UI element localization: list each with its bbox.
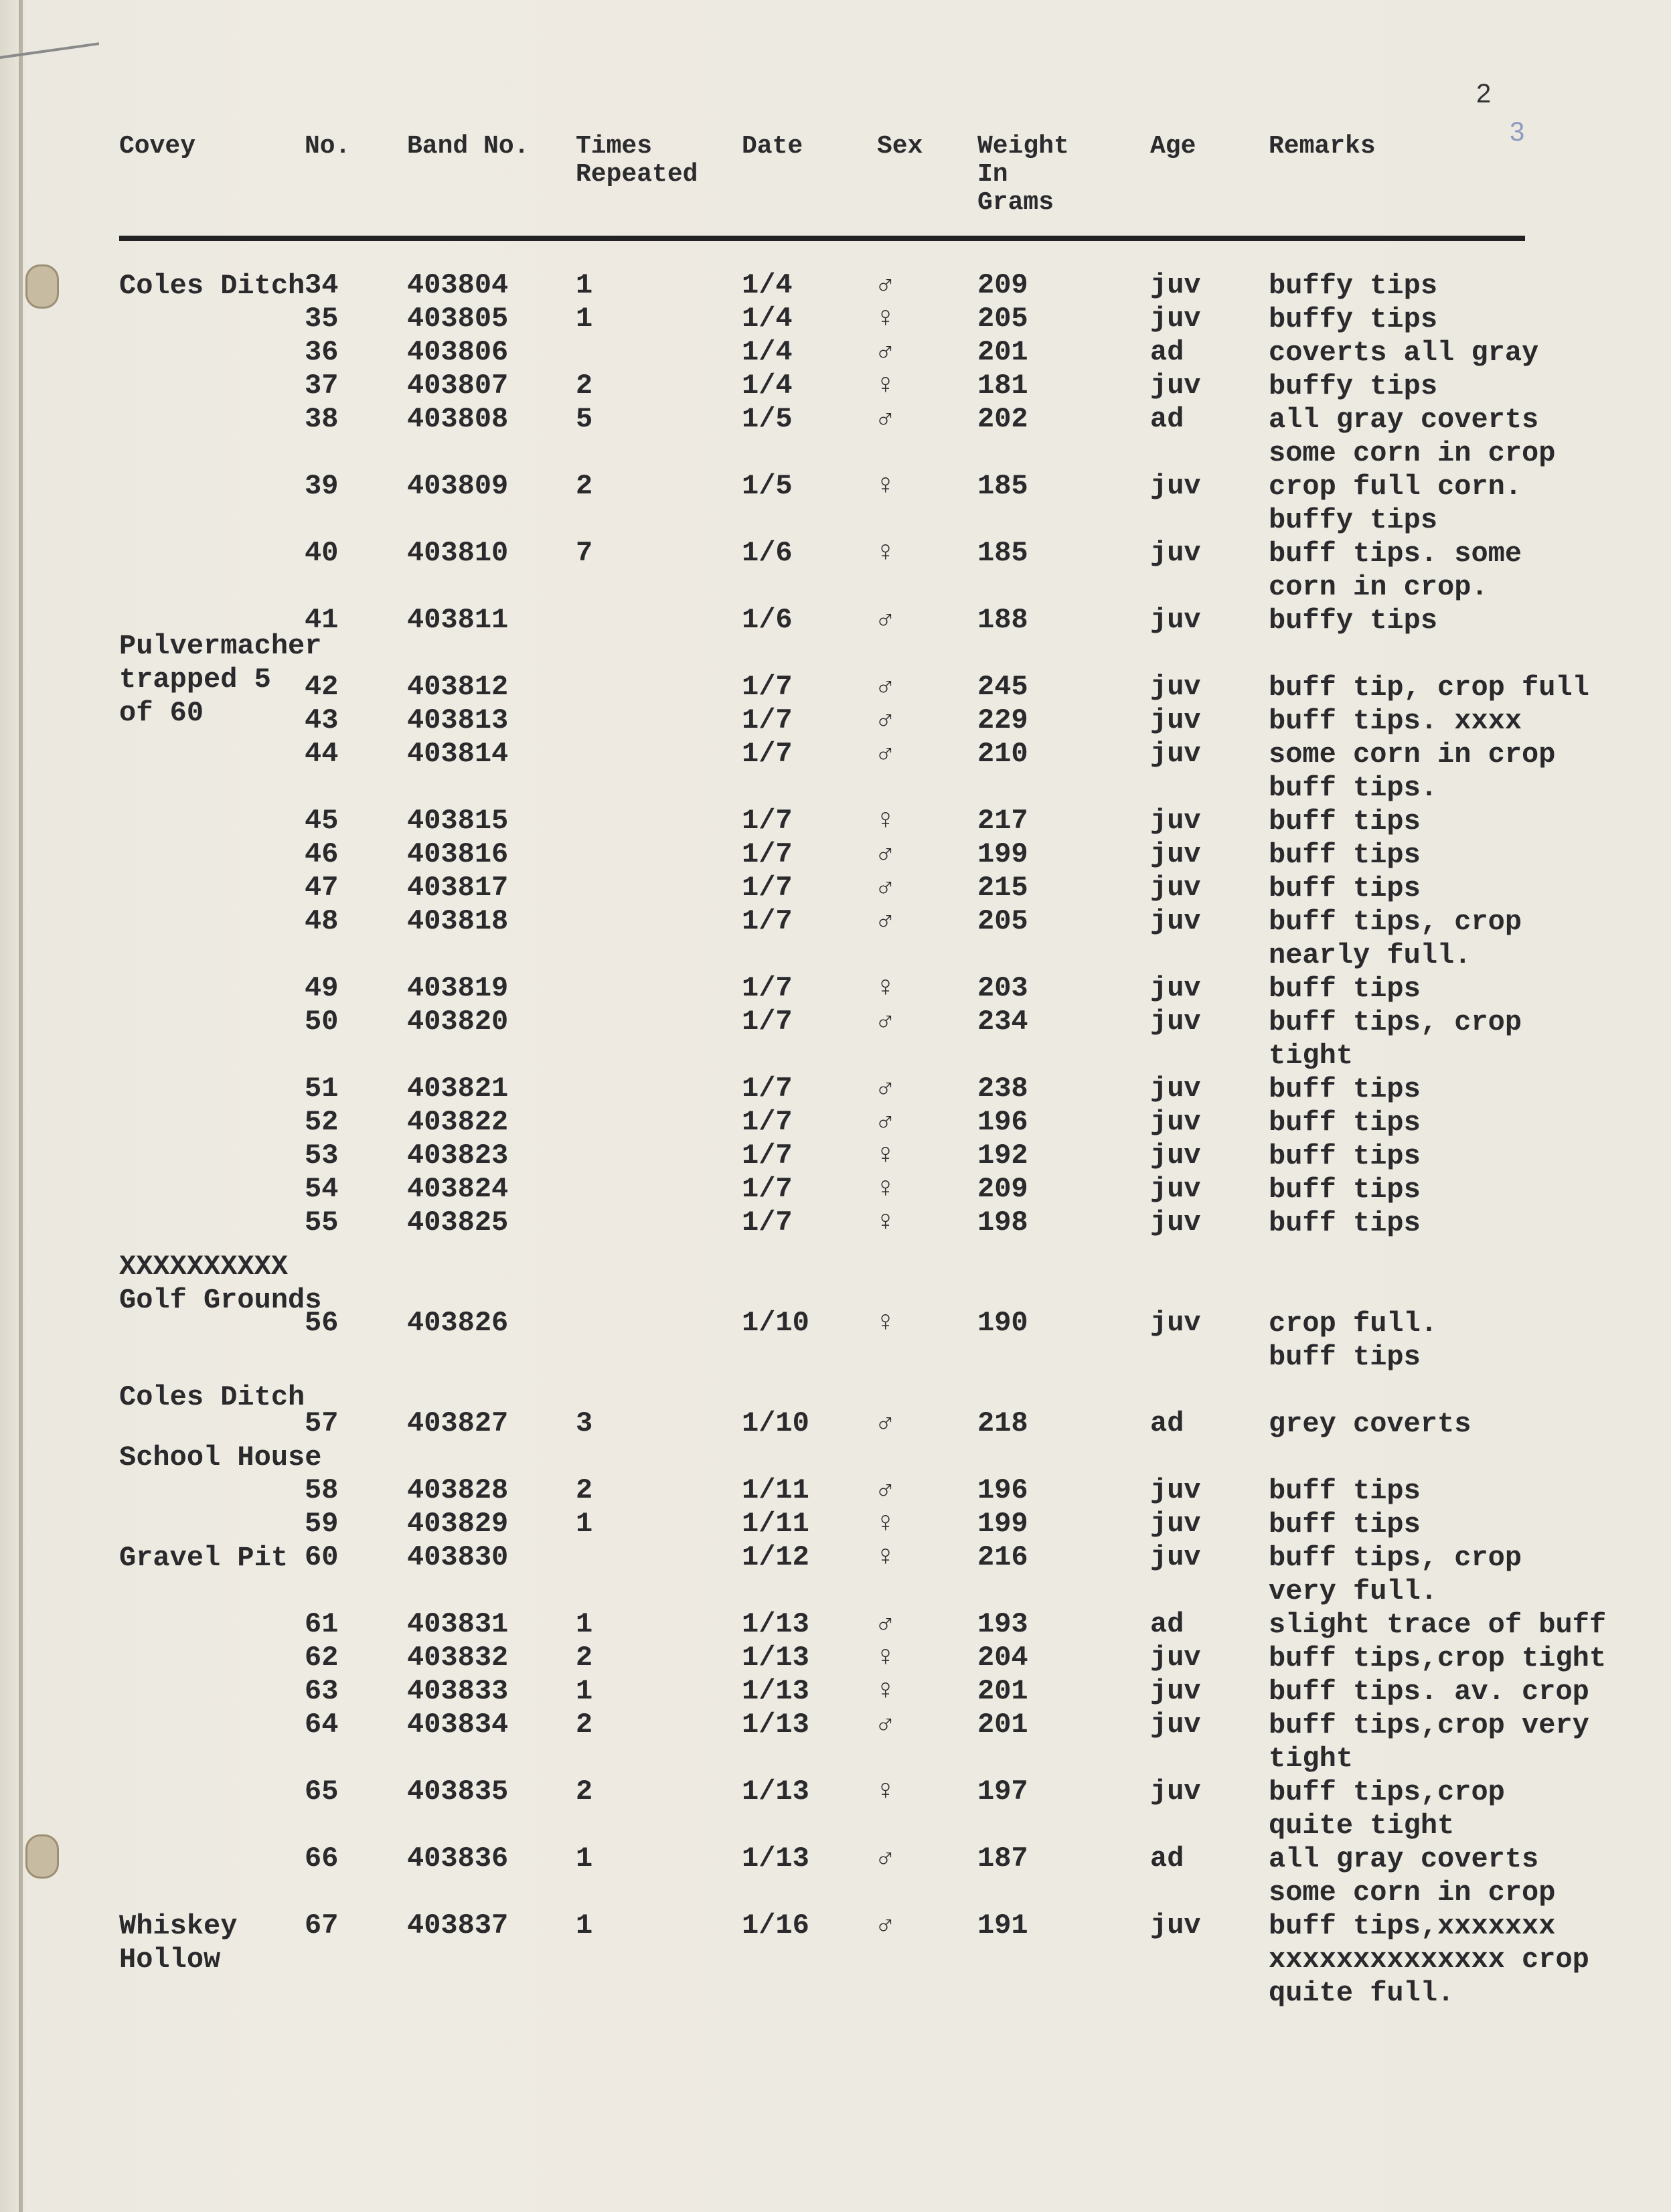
date: 1/13 xyxy=(742,1608,809,1640)
covey-label: Coles Ditch xyxy=(119,1381,305,1413)
remarks: buff tips, crop tight xyxy=(1269,1006,1522,1072)
header-covey: Covey xyxy=(119,132,196,161)
age: ad xyxy=(1150,1842,1184,1875)
sex-symbol: ♀ xyxy=(877,972,894,1004)
sex-symbol: ♂ xyxy=(877,1909,894,1942)
weight-grams: 192 xyxy=(977,1139,1028,1172)
sex-symbol: ♀ xyxy=(877,1307,894,1339)
age: juv xyxy=(1150,671,1201,703)
band-number: 403824 xyxy=(407,1173,509,1205)
header-weight: Weight In Grams xyxy=(977,132,1069,217)
age: juv xyxy=(1150,1106,1201,1138)
remarks: buff tips xyxy=(1269,1475,1421,1507)
sex-symbol: ♂ xyxy=(877,1842,894,1875)
remarks: buff tips,crop tight xyxy=(1269,1642,1607,1674)
row-number: 42 xyxy=(305,671,339,703)
age: juv xyxy=(1150,269,1201,301)
weight-grams: 209 xyxy=(977,269,1028,301)
row-number: 55 xyxy=(305,1206,339,1239)
date: 1/10 xyxy=(742,1307,809,1339)
weight-grams: 190 xyxy=(977,1307,1028,1339)
weight-grams: 217 xyxy=(977,805,1028,837)
date: 1/5 xyxy=(742,470,793,502)
weight-grams: 238 xyxy=(977,1073,1028,1105)
weight-grams: 199 xyxy=(977,1508,1028,1540)
age: juv xyxy=(1150,972,1201,1004)
age: juv xyxy=(1150,1775,1201,1808)
date: 1/5 xyxy=(742,403,793,435)
band-number: 403814 xyxy=(407,738,509,770)
weight-grams: 187 xyxy=(977,1842,1028,1875)
header-age: Age xyxy=(1150,132,1196,161)
remarks: grey coverts xyxy=(1269,1408,1471,1440)
remarks: all gray coverts some corn in crop xyxy=(1269,404,1556,469)
covey-label: Whiskey Hollow xyxy=(119,1910,238,1976)
sex-symbol: ♂ xyxy=(877,704,894,736)
date: 1/13 xyxy=(742,1675,809,1707)
times-repeated: 1 xyxy=(576,1909,593,1942)
times-repeated: 2 xyxy=(576,1642,593,1674)
covey-label: Pulvermacher trapped 5 of 60 xyxy=(119,630,322,729)
weight-grams: 218 xyxy=(977,1407,1028,1439)
row-number: 62 xyxy=(305,1642,339,1674)
date: 1/7 xyxy=(742,1139,793,1172)
covey-label: School House xyxy=(119,1441,322,1474)
times-repeated: 5 xyxy=(576,403,593,435)
date: 1/6 xyxy=(742,537,793,569)
weight-grams: 199 xyxy=(977,838,1028,870)
row-number: 64 xyxy=(305,1709,339,1741)
row-number: 65 xyxy=(305,1775,339,1808)
weight-grams: 229 xyxy=(977,704,1028,736)
row-number: 46 xyxy=(305,838,339,870)
times-repeated: 1 xyxy=(576,303,593,335)
sex-symbol: ♂ xyxy=(877,1006,894,1038)
covey-label: XXXXXXXXXX Golf Grounds xyxy=(119,1251,322,1316)
row-number: 66 xyxy=(305,1842,339,1875)
weight-grams: 215 xyxy=(977,872,1028,904)
times-repeated: 2 xyxy=(576,1775,593,1808)
age: juv xyxy=(1150,303,1201,335)
age: ad xyxy=(1150,1407,1184,1439)
band-number: 403818 xyxy=(407,905,509,937)
age: juv xyxy=(1150,1006,1201,1038)
row-number: 58 xyxy=(305,1474,339,1506)
remarks: buff tips xyxy=(1269,1107,1421,1139)
weight-grams: 198 xyxy=(977,1206,1028,1239)
band-number: 403805 xyxy=(407,303,509,335)
age: juv xyxy=(1150,1173,1201,1205)
remarks: buff tips, crop very full. xyxy=(1269,1542,1522,1607)
band-number: 403835 xyxy=(407,1775,509,1808)
band-number: 403804 xyxy=(407,269,509,301)
remarks: buff tips,crop very tight xyxy=(1269,1709,1589,1775)
sex-symbol: ♂ xyxy=(877,905,894,937)
row-number: 38 xyxy=(305,403,339,435)
band-number: 403820 xyxy=(407,1006,509,1038)
band-number: 403830 xyxy=(407,1541,509,1573)
remarks: buff tips xyxy=(1269,805,1421,838)
header-sex: Sex xyxy=(877,132,923,161)
row-number: 40 xyxy=(305,537,339,569)
weight-grams: 181 xyxy=(977,370,1028,402)
band-number: 403836 xyxy=(407,1842,509,1875)
age: juv xyxy=(1150,838,1201,870)
age: juv xyxy=(1150,1073,1201,1105)
sex-symbol: ♀ xyxy=(877,303,894,335)
band-number: 403819 xyxy=(407,972,509,1004)
sex-symbol: ♂ xyxy=(877,1106,894,1138)
age: juv xyxy=(1150,872,1201,904)
remarks: all gray coverts some corn in crop xyxy=(1269,1843,1556,1909)
row-number: 60 xyxy=(305,1541,339,1573)
row-number: 45 xyxy=(305,805,339,837)
sex-symbol: ♂ xyxy=(877,738,894,770)
header-date: Date xyxy=(742,132,803,161)
date: 1/13 xyxy=(742,1642,809,1674)
remarks: crop full corn. buffy tips xyxy=(1269,471,1522,536)
age: juv xyxy=(1150,738,1201,770)
date: 1/4 xyxy=(742,303,793,335)
age: juv xyxy=(1150,1139,1201,1172)
weight-grams: 209 xyxy=(977,1173,1028,1205)
times-repeated: 7 xyxy=(576,537,593,569)
band-number: 403833 xyxy=(407,1675,509,1707)
age: juv xyxy=(1150,537,1201,569)
date: 1/7 xyxy=(742,805,793,837)
sex-symbol: ♀ xyxy=(877,1173,894,1205)
remarks: coverts all gray xyxy=(1269,337,1539,369)
header-times-repeated: Times Repeated xyxy=(576,132,698,189)
row-number: 61 xyxy=(305,1608,339,1640)
sex-symbol: ♂ xyxy=(877,1474,894,1506)
remarks: buffy tips xyxy=(1269,605,1438,637)
row-number: 56 xyxy=(305,1307,339,1339)
band-number: 403837 xyxy=(407,1909,509,1942)
sex-symbol: ♂ xyxy=(877,1073,894,1105)
age: juv xyxy=(1150,1675,1201,1707)
date: 1/13 xyxy=(742,1842,809,1875)
date: 1/7 xyxy=(742,1106,793,1138)
sex-symbol: ♀ xyxy=(877,537,894,569)
band-number: 403822 xyxy=(407,1106,509,1138)
band-number: 403825 xyxy=(407,1206,509,1239)
band-number: 403817 xyxy=(407,872,509,904)
weight-grams: 202 xyxy=(977,403,1028,435)
row-number: 39 xyxy=(305,470,339,502)
weight-grams: 205 xyxy=(977,303,1028,335)
date: 1/11 xyxy=(742,1508,809,1540)
row-number: 59 xyxy=(305,1508,339,1540)
band-number: 403827 xyxy=(407,1407,509,1439)
row-number: 57 xyxy=(305,1407,339,1439)
date: 1/7 xyxy=(742,738,793,770)
date: 1/10 xyxy=(742,1407,809,1439)
remarks: buffy tips xyxy=(1269,370,1438,402)
sex-symbol: ♂ xyxy=(877,1407,894,1439)
age: ad xyxy=(1150,336,1184,368)
times-repeated: 2 xyxy=(576,370,593,402)
remarks: buff tips,xxxxxxx xxxxxxxxxxxxxx crop quite full. xyxy=(1269,1910,1589,2009)
remarks: buff tips. xxxx xyxy=(1269,705,1522,737)
weight-grams: 245 xyxy=(977,671,1028,703)
sex-symbol: ♂ xyxy=(877,1608,894,1640)
weight-grams: 205 xyxy=(977,905,1028,937)
remarks: buff tips xyxy=(1269,1174,1421,1206)
sex-symbol: ♂ xyxy=(877,671,894,703)
remarks: some corn in crop buff tips. xyxy=(1269,738,1556,804)
remarks: buff tips xyxy=(1269,973,1421,1005)
age: juv xyxy=(1150,1307,1201,1339)
times-repeated: 1 xyxy=(576,1842,593,1875)
header-no: No. xyxy=(305,132,351,161)
sex-symbol: ♂ xyxy=(877,269,894,301)
band-number: 403813 xyxy=(407,704,509,736)
times-repeated: 1 xyxy=(576,1608,593,1640)
punch-hole xyxy=(25,1834,59,1879)
row-number: 51 xyxy=(305,1073,339,1105)
age: juv xyxy=(1150,604,1201,636)
weight-grams: 191 xyxy=(977,1909,1028,1942)
row-number: 52 xyxy=(305,1106,339,1138)
date: 1/7 xyxy=(742,1073,793,1105)
sex-symbol: ♀ xyxy=(877,1508,894,1540)
band-number: 403809 xyxy=(407,470,509,502)
date: 1/7 xyxy=(742,872,793,904)
band-number: 403823 xyxy=(407,1139,509,1172)
band-number: 403831 xyxy=(407,1608,509,1640)
weight-grams: 201 xyxy=(977,1675,1028,1707)
age: ad xyxy=(1150,1608,1184,1640)
band-number: 403815 xyxy=(407,805,509,837)
sex-symbol: ♀ xyxy=(877,470,894,502)
times-repeated: 1 xyxy=(576,1508,593,1540)
band-number: 403828 xyxy=(407,1474,509,1506)
band-number: 403826 xyxy=(407,1307,509,1339)
date: 1/6 xyxy=(742,604,793,636)
weight-grams: 193 xyxy=(977,1608,1028,1640)
age: juv xyxy=(1150,1541,1201,1573)
row-number: 48 xyxy=(305,905,339,937)
sex-symbol: ♀ xyxy=(877,1541,894,1573)
sex-symbol: ♂ xyxy=(877,604,894,636)
age: juv xyxy=(1150,1909,1201,1942)
date: 1/11 xyxy=(742,1474,809,1506)
row-number: 44 xyxy=(305,738,339,770)
age: ad xyxy=(1150,403,1184,435)
age: juv xyxy=(1150,1709,1201,1741)
row-number: 63 xyxy=(305,1675,339,1707)
sex-symbol: ♀ xyxy=(877,1206,894,1239)
sex-symbol: ♂ xyxy=(877,336,894,368)
times-repeated: 1 xyxy=(576,269,593,301)
age: juv xyxy=(1150,1206,1201,1239)
row-number: 36 xyxy=(305,336,339,368)
row-number: 34 xyxy=(305,269,339,301)
weight-grams: 216 xyxy=(977,1541,1028,1573)
punch-hole xyxy=(25,264,59,309)
header-band-no: Band No. xyxy=(407,132,530,161)
remarks: slight trace of buff xyxy=(1269,1609,1607,1641)
remarks: buff tip, crop full xyxy=(1269,672,1589,704)
sex-symbol: ♀ xyxy=(877,370,894,402)
row-number: 49 xyxy=(305,972,339,1004)
remarks: buff tips. av. crop xyxy=(1269,1676,1589,1708)
age: juv xyxy=(1150,805,1201,837)
times-repeated: 1 xyxy=(576,1675,593,1707)
date: 1/12 xyxy=(742,1541,809,1573)
weight-grams: 196 xyxy=(977,1474,1028,1506)
remarks: buffy tips xyxy=(1269,270,1438,302)
date: 1/4 xyxy=(742,370,793,402)
remarks: buff tips xyxy=(1269,1207,1421,1239)
remarks: buff tips xyxy=(1269,1508,1421,1540)
weight-grams: 201 xyxy=(977,336,1028,368)
sex-symbol: ♂ xyxy=(877,872,894,904)
date: 1/7 xyxy=(742,838,793,870)
age: juv xyxy=(1150,1508,1201,1540)
remarks: buff tips,crop quite tight xyxy=(1269,1776,1505,1842)
row-number: 67 xyxy=(305,1909,339,1942)
date: 1/4 xyxy=(742,269,793,301)
row-number: 35 xyxy=(305,303,339,335)
age: juv xyxy=(1150,1474,1201,1506)
page-number-back: 3 xyxy=(1510,117,1525,147)
weight-grams: 185 xyxy=(977,537,1028,569)
band-number: 403808 xyxy=(407,403,509,435)
sex-symbol: ♀ xyxy=(877,1139,894,1172)
band-number: 403832 xyxy=(407,1642,509,1674)
date: 1/7 xyxy=(742,704,793,736)
date: 1/7 xyxy=(742,905,793,937)
weight-grams: 196 xyxy=(977,1106,1028,1138)
weight-grams: 210 xyxy=(977,738,1028,770)
page-number: 2 xyxy=(1476,79,1492,108)
weight-grams: 185 xyxy=(977,470,1028,502)
row-number: 43 xyxy=(305,704,339,736)
remarks: buffy tips xyxy=(1269,303,1438,335)
times-repeated: 2 xyxy=(576,1474,593,1506)
times-repeated: 3 xyxy=(576,1407,593,1439)
covey-label: Coles Ditch xyxy=(119,270,305,302)
band-number: 403811 xyxy=(407,604,509,636)
date: 1/7 xyxy=(742,972,793,1004)
sex-symbol: ♀ xyxy=(877,1775,894,1808)
age: juv xyxy=(1150,370,1201,402)
times-repeated: 2 xyxy=(576,1709,593,1741)
remarks: buff tips xyxy=(1269,1073,1421,1105)
weight-grams: 234 xyxy=(977,1006,1028,1038)
band-number: 403810 xyxy=(407,537,509,569)
header-rule xyxy=(119,236,1525,241)
remarks: buff tips xyxy=(1269,872,1421,904)
sex-symbol: ♂ xyxy=(877,403,894,435)
weight-grams: 188 xyxy=(977,604,1028,636)
weight-grams: 204 xyxy=(977,1642,1028,1674)
date: 1/7 xyxy=(742,671,793,703)
age: juv xyxy=(1150,905,1201,937)
row-number: 54 xyxy=(305,1173,339,1205)
header-remarks: Remarks xyxy=(1269,132,1376,161)
date: 1/7 xyxy=(742,1206,793,1239)
date: 1/7 xyxy=(742,1006,793,1038)
age: juv xyxy=(1150,704,1201,736)
band-number: 403807 xyxy=(407,370,509,402)
sex-symbol: ♀ xyxy=(877,805,894,837)
band-number: 403812 xyxy=(407,671,509,703)
date: 1/16 xyxy=(742,1909,809,1942)
staple xyxy=(0,42,100,66)
band-number: 403829 xyxy=(407,1508,509,1540)
remarks: buff tips xyxy=(1269,839,1421,871)
row-number: 53 xyxy=(305,1139,339,1172)
date: 1/7 xyxy=(742,1173,793,1205)
row-number: 41 xyxy=(305,604,339,636)
band-number: 403816 xyxy=(407,838,509,870)
band-number: 403806 xyxy=(407,336,509,368)
sex-symbol: ♂ xyxy=(877,838,894,870)
sex-symbol: ♂ xyxy=(877,1709,894,1741)
band-number: 403834 xyxy=(407,1709,509,1741)
sex-symbol: ♀ xyxy=(877,1675,894,1707)
row-number: 37 xyxy=(305,370,339,402)
remarks: buff tips, crop nearly full. xyxy=(1269,906,1522,971)
remarks: buff tips. some corn in crop. xyxy=(1269,538,1522,603)
band-number: 403821 xyxy=(407,1073,509,1105)
sex-symbol: ♀ xyxy=(877,1642,894,1674)
covey-label: Gravel Pit xyxy=(119,1542,289,1574)
age: juv xyxy=(1150,1642,1201,1674)
weight-grams: 197 xyxy=(977,1775,1028,1808)
row-number: 47 xyxy=(305,872,339,904)
date: 1/4 xyxy=(742,336,793,368)
date: 1/13 xyxy=(742,1709,809,1741)
weight-grams: 203 xyxy=(977,972,1028,1004)
row-number: 50 xyxy=(305,1006,339,1038)
weight-grams: 201 xyxy=(977,1709,1028,1741)
remarks: crop full. buff tips xyxy=(1269,1308,1438,1373)
age: juv xyxy=(1150,470,1201,502)
date: 1/13 xyxy=(742,1775,809,1808)
remarks: buff tips xyxy=(1269,1140,1421,1172)
times-repeated: 2 xyxy=(576,470,593,502)
binding-edge xyxy=(19,0,23,2212)
